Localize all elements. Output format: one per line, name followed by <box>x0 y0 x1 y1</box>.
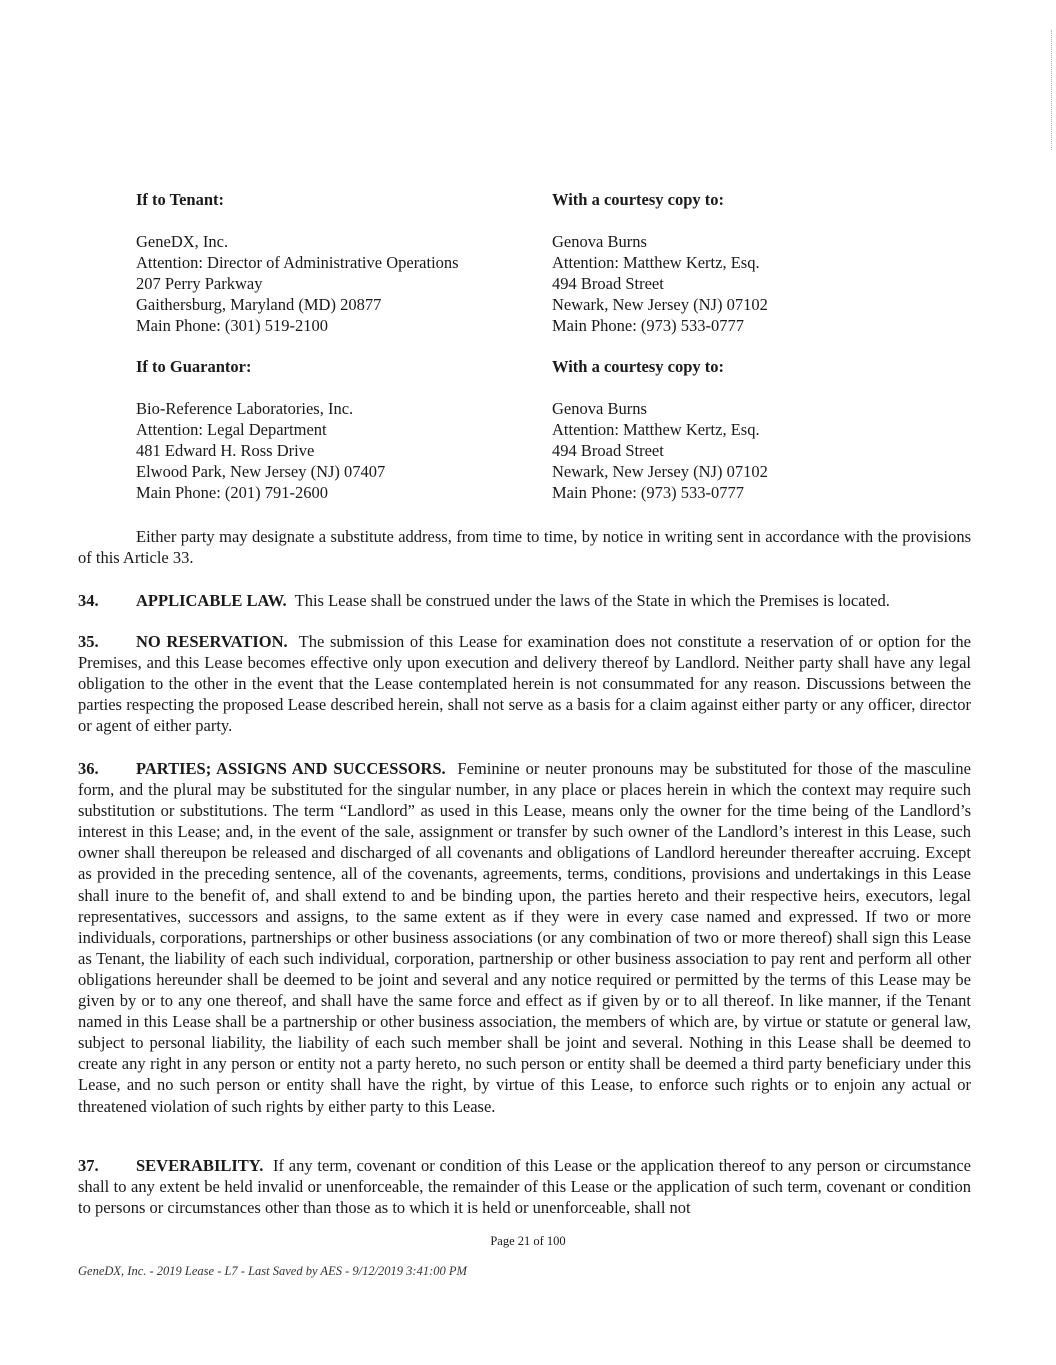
guarantor-address <box>136 398 536 503</box>
address-line: 207 Perry Parkway <box>136 274 263 293</box>
section-number: 37. <box>78 1156 99 1175</box>
section-36 <box>78 758 971 1117</box>
page-number: Page 21 of 100 <box>490 1234 566 1248</box>
scan-margin-mark <box>1050 30 1052 150</box>
address-line: GeneDX, Inc. <box>136 232 229 251</box>
guarantor-notice-block <box>136 356 536 503</box>
address-line: Attention: Matthew Kertz, Esq. <box>552 253 760 272</box>
section-35 <box>78 631 971 736</box>
tenant-notice-block <box>136 189 536 336</box>
address-line: 481 Edward H. Ross Drive <box>136 441 315 460</box>
document-footer-note: GeneDX, Inc. - 2019 Lease - L7 - Last Saved by AES - 9/12/2019 3:41:00 PM <box>78 1264 467 1278</box>
address-line: Main Phone: (973) 533-0777 <box>552 483 745 502</box>
guarantor-copy-block <box>552 356 972 503</box>
address-line: Main Phone: (973) 533-0777 <box>552 316 745 335</box>
section-text: The submission of this Lease for examination does not constitute a reservation of or option for the Premises, and this Lease becomes effective only upon execution and delivery thereof by Landlord. Neither party shall have any legal obligation to the other in the event that the Lease contemplated herein is not consummated for any reason. Discussions between the parties respecting the proposed Lease described herein, shall not serve as a basis for a claim against either party or any officer, director or agent of either party. <box>78 632 971 736</box>
section-title: APPLICABLE LAW. <box>136 591 287 610</box>
tenant-copy-heading: With a courtesy copy to: <box>552 190 725 209</box>
guarantor-heading: If to Guarantor: <box>136 357 252 376</box>
section-37 <box>78 1155 971 1218</box>
tenant-copy-address <box>552 231 972 336</box>
section-text: Feminine or neuter pronouns may be substituted for those of the masculine form, and the plural may be substituted for the singular number, in any place or places herein in which the context may require such substitution or substitutions. The term “Landlord” as used in this Lease, means only the owner for the time being of the Landlord’s interest in this Lease; and, in the event of the sale, assignment or transfer by such owner of the Landlord’s interest in this Lease, such owner shall thereupon be released and discharged of all covenants and obligations of Landlord hereunder thereafter accruing. Except as provided in the preceding sentence, all of the covenants, agreements, terms, conditions, provisions and undertakings in this Lease shall inure to the benefit of, and shall extend to and be binding upon, the parties hereto and their respective heirs, executors, legal representatives, successors and assigns, to the same extent as if they were in every case named and expressed. If two or more individuals, corporations, partnerships or other business associations (or any combination of two or more thereof) shall sign this Lease as Tenant, the liability of each such individual, corporation, partnership or other business association to pay rent and perform all other obligations hereunder shall be deemed to be joint and several and any notice required or permitted by the terms of this Lease may be given by or to any one thereof, and shall have the same force and effect as if given by or to all thereof. In like manner, if the Tenant named in this Lease shall be a partnership or other business association, the members of which are, by virtue or statute or general law, subject to personal liability, the liability of each such member shall be joint and several. Nothing in this Lease shall be deemed to create any right in any person or entity not a party hereto, no such person or entity shall be deemed a third party beneficiary under this Lease, and no such person or entity shall have the right, by virtue of this Lease, to enforce such rights or to enjoin any actual or threatened violation of such rights by either party to this Lease. <box>78 759 972 1116</box>
tenant-copy-block <box>552 189 972 336</box>
section-number: 35. <box>78 632 99 651</box>
address-line: Gaithersburg, Maryland (MD) 20877 <box>136 295 382 314</box>
section-title: NO RESERVATION. <box>136 632 288 651</box>
address-line: Newark, New Jersey (NJ) 07102 <box>552 295 768 314</box>
address-line: Elwood Park, New Jersey (NJ) 07407 <box>136 462 386 481</box>
section-34 <box>78 590 971 611</box>
section-title: SEVERABILITY. <box>136 1156 264 1175</box>
address-line: Attention: Director of Administrative Operations <box>136 253 459 272</box>
address-line: Main Phone: (301) 519-2100 <box>136 316 329 335</box>
address-line: 494 Broad Street <box>552 274 664 293</box>
address-line: 494 Broad Street <box>552 441 664 460</box>
section-number: 34. <box>78 591 99 610</box>
address-line: Bio-Reference Laboratories, Inc. <box>136 399 354 418</box>
section-number: 36. <box>78 759 99 778</box>
guarantor-copy-address <box>552 398 972 503</box>
guarantor-copy-heading: With a courtesy copy to: <box>552 357 725 376</box>
section-title: PARTIES; ASSIGNS AND SUCCESSORS. <box>136 759 446 778</box>
address-line: Genova Burns <box>552 232 647 251</box>
tenant-address <box>136 231 536 336</box>
address-line: Attention: Legal Department <box>136 420 327 439</box>
section-text: If any term, covenant or condition of this Lease or the application thereof to any person or circumstance shall to any extent be held invalid or unenforceable, the remainder of this Lease or the application of such term, covenant or condition to persons or circumstances other than those as to which it is held or unenforceable, shall not <box>78 1156 972 1218</box>
address-line: Attention: Matthew Kertz, Esq. <box>552 420 760 439</box>
section-text: This Lease shall be construed under the laws of the State in which the Premises is located. <box>294 591 890 610</box>
substitute-address-paragraph: Either party may designate a substitute address, from time to time, by notice in writing sent in accordance with the provisions of this Article 33. <box>78 527 971 568</box>
address-line: Newark, New Jersey (NJ) 07102 <box>552 462 768 481</box>
address-line: Genova Burns <box>552 399 647 418</box>
tenant-heading: If to Tenant: <box>136 190 225 209</box>
address-line: Main Phone: (201) 791-2600 <box>136 483 329 502</box>
